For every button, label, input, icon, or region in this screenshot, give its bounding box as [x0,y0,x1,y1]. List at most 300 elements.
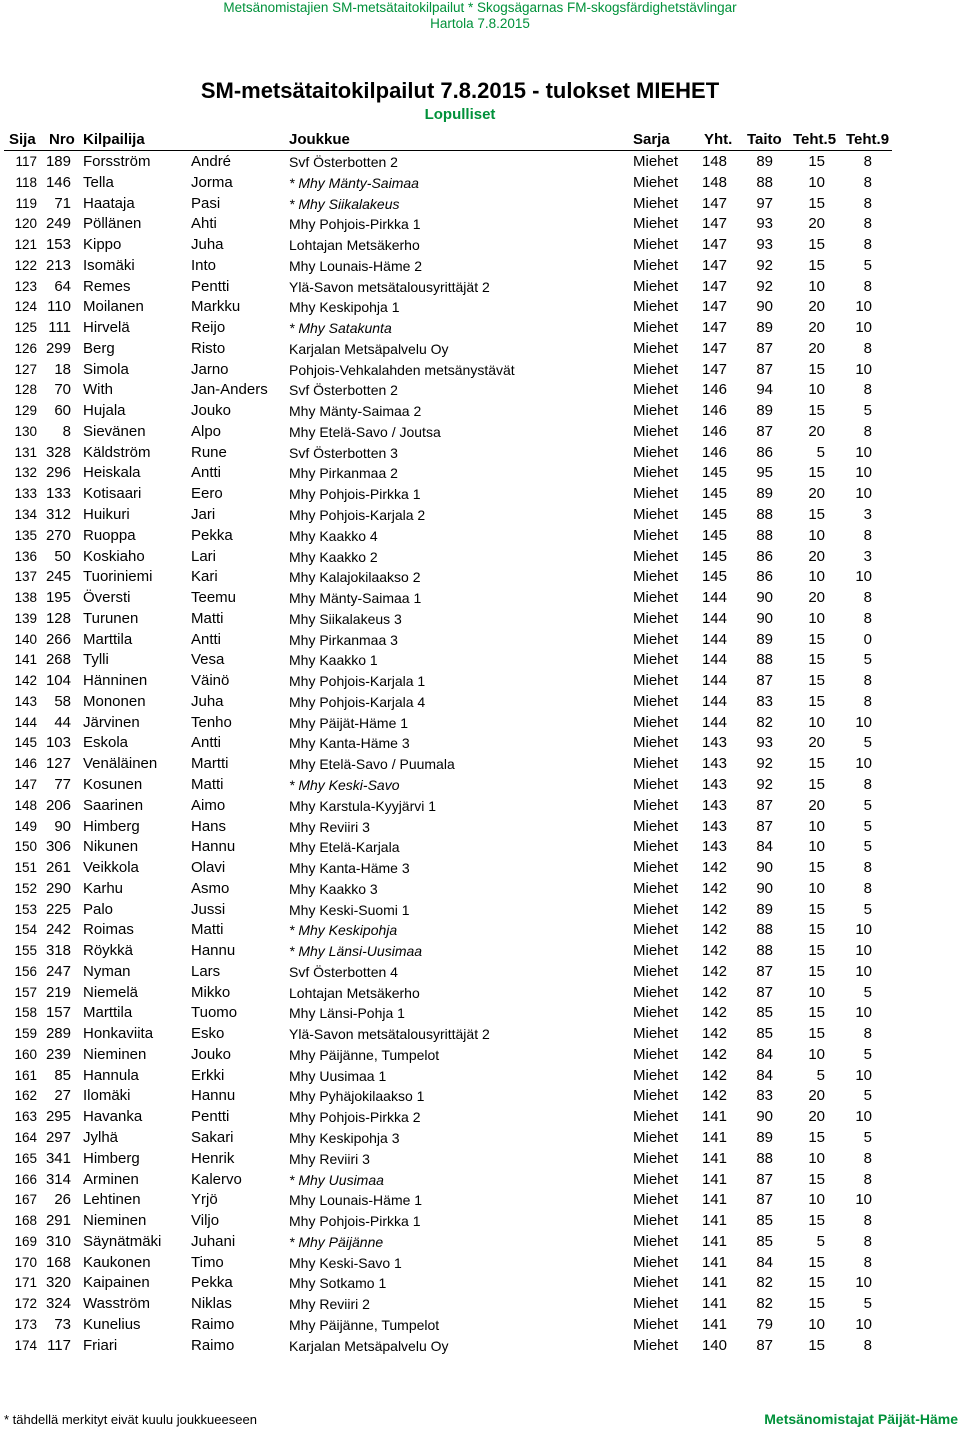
cell-teht9: 10 [855,1191,872,1209]
cell-teht9: 8 [863,609,872,627]
cell-etunimi: Hans [191,817,227,835]
cell-nro: 133 [45,485,71,503]
cell-sukunimi: Saarinen [83,796,144,814]
cell-teht5: 15 [808,1004,825,1022]
cell-nro: 219 [45,983,71,1001]
table-row [0,214,960,235]
cell-etunimi: Raimo [191,1336,235,1354]
cell-nro: 146 [45,173,71,191]
cell-teht9: 10 [855,962,872,980]
cell-yht: 147 [701,236,727,254]
cell-sukunimi: Jylhä [83,1128,119,1146]
cell-nro: 26 [54,1191,71,1209]
cell-sukunimi: Kotisaari [83,485,142,503]
cell-teht5: 10 [808,173,825,191]
cell-sukunimi: Huikuri [83,506,130,524]
cell-sarja: Miehet [633,1004,679,1022]
cell-nro: 73 [54,1315,71,1333]
cell-nro: 128 [45,609,71,627]
cell-teht5: 15 [808,692,825,710]
cell-yht: 143 [701,775,727,793]
cell-taito: 87 [756,983,773,1001]
cell-nro: 206 [45,796,71,814]
cell-etunimi: Jari [191,506,216,524]
cell-nro: 50 [54,547,71,565]
cell-teht5: 5 [816,1066,825,1084]
table-row [0,484,960,505]
cell-sukunimi: Palo [83,900,114,918]
cell-yht: 144 [701,651,727,669]
cell-nro: 297 [45,1128,71,1146]
cell-teht5: 15 [808,630,825,648]
table-row [0,1170,960,1191]
cell-nro: 117 [47,1336,71,1354]
cell-joukkue: Mhy Päijät-Häme 1 [289,714,409,731]
table-row [0,1315,960,1336]
cell-etunimi: Aimo [191,796,226,814]
cell-yht: 144 [701,692,727,710]
cell-joukkue: * Mhy Uusimaa [289,1171,384,1188]
cell-sukunimi: Säynätmäki [83,1232,162,1250]
cell-joukkue: Pohjois-Vehkalahden metsänystävät [289,361,515,378]
organizer-label: Metsänomistajat Päijät-Häme [764,1411,958,1427]
cell-teht5: 15 [808,236,825,254]
cell-yht: 142 [701,1025,727,1043]
cell-taito: 90 [756,298,773,316]
cell-etunimi: Hannu [191,1087,236,1105]
cell-sija: 124 [14,299,37,315]
cell-sukunimi: Marttila [83,630,133,648]
cell-sukunimi: Kaipainen [83,1274,150,1292]
cell-sukunimi: Mononen [83,692,146,710]
cell-sukunimi: Hirvelä [83,319,130,337]
cell-sarja: Miehet [633,215,679,233]
cell-yht: 147 [701,319,727,337]
table-row [0,1003,960,1024]
cell-etunimi: Reijo [191,319,226,337]
cell-nro: 296 [45,464,71,482]
cell-sukunimi: Tella [83,173,114,191]
cell-etunimi: Olavi [191,859,226,877]
table-row [0,1294,960,1315]
cell-teht5: 10 [808,1315,825,1333]
cell-sarja: Miehet [633,859,679,877]
cell-sija: 168 [14,1213,37,1229]
cell-teht5: 15 [808,506,825,524]
cell-yht: 144 [701,713,727,731]
cell-sija: 130 [14,423,37,439]
cell-sija: 125 [14,320,37,336]
cell-nro: 245 [45,568,71,586]
cell-etunimi: Sakari [191,1128,234,1146]
cell-teht5: 10 [808,1149,825,1167]
cell-teht5: 15 [808,1336,825,1354]
cell-teht9: 8 [863,1212,872,1230]
cell-teht5: 15 [808,402,825,420]
cell-nro: 295 [45,1108,71,1126]
cell-sija: 122 [14,257,37,273]
cell-yht: 145 [701,568,727,586]
cell-nro: 64 [54,277,71,295]
cell-sarja: Miehet [633,630,679,648]
cell-taito: 90 [756,859,773,877]
cell-etunimi: Niklas [191,1295,232,1313]
cell-etunimi: Lari [191,547,217,565]
cell-nro: 103 [45,734,71,752]
cell-sarja: Miehet [633,1149,679,1167]
cell-teht9: 8 [863,1232,872,1250]
cell-teht5: 15 [808,672,825,690]
cell-taito: 86 [756,443,773,461]
cell-sarja: Miehet [633,1108,679,1126]
cell-teht9: 8 [863,879,872,897]
table-row [0,609,960,630]
cell-teht5: 5 [816,443,825,461]
cell-taito: 85 [756,1232,773,1250]
cell-taito: 87 [756,796,773,814]
cell-sarja: Miehet [633,609,679,627]
cell-nro: 318 [45,942,71,960]
cell-sarja: Miehet [633,921,679,939]
cell-yht: 145 [701,547,727,565]
cell-sarja: Miehet [633,651,679,669]
cell-taito: 92 [756,775,773,793]
cell-yht: 147 [701,298,727,316]
table-row [0,194,960,215]
cell-teht5: 15 [808,464,825,482]
cell-yht: 143 [701,734,727,752]
cell-sarja: Miehet [633,1066,679,1084]
cell-teht5: 15 [808,942,825,960]
cell-yht: 145 [701,485,727,503]
cell-nro: 213 [45,256,71,274]
cell-taito: 94 [756,381,773,399]
cell-sukunimi: Simola [83,360,129,378]
cell-sija: 149 [14,818,37,834]
cell-teht5: 10 [808,1045,825,1063]
cell-sukunimi: Hannula [83,1066,139,1084]
cell-yht: 146 [701,443,727,461]
cell-etunimi: Eero [191,485,223,503]
cell-taito: 90 [756,609,773,627]
cell-sukunimi: Havanka [83,1108,143,1126]
event-banner-line2: Hartola 7.8.2015 [430,16,530,31]
cell-sukunimi: Käldström [83,443,151,461]
cell-sarja: Miehet [633,1336,679,1354]
cell-taito: 92 [756,256,773,274]
cell-etunimi: Mikko [191,983,231,1001]
cell-sarja: Miehet [633,256,679,274]
cell-sukunimi: Veikkola [83,859,139,877]
cell-teht9: 8 [863,236,872,254]
cell-taito: 84 [756,838,773,856]
cell-sija: 123 [14,278,37,294]
cell-etunimi: Pentti [191,1108,230,1126]
cell-etunimi: Markku [191,298,241,316]
cell-sukunimi: Nikunen [83,838,139,856]
cell-teht9: 10 [855,755,872,773]
cell-teht5: 15 [808,1253,825,1271]
table-row [0,277,960,298]
cell-etunimi: Jan-Anders [191,381,268,399]
table-row [0,983,960,1004]
cell-teht9: 5 [863,1128,872,1146]
cell-sija: 167 [14,1192,37,1208]
cell-joukkue: Ylä-Savon metsätalousyrittäjät 2 [289,278,490,295]
table-row [0,1253,960,1274]
cell-joukkue: Mhy Kanta-Häme 3 [289,735,410,752]
cell-nro: 168 [45,1253,71,1271]
cell-sukunimi: Pöllänen [83,215,142,233]
table-row [0,630,960,651]
cell-nro: 71 [54,194,71,212]
cell-teht5: 15 [808,962,825,980]
cell-taito: 89 [756,319,773,337]
cell-nro: 225 [45,900,71,918]
cell-nro: 249 [45,215,71,233]
cell-etunimi: Risto [191,339,226,357]
cell-joukkue: Mhy Pyhäjokilaakso 1 [289,1088,425,1105]
cell-teht5: 20 [808,1087,825,1105]
cell-joukkue: Svf Österbotten 3 [289,444,398,461]
cell-sarja: Miehet [633,942,679,960]
cell-nro: 266 [45,630,71,648]
cell-sukunimi: Berg [83,339,115,357]
cell-teht5: 10 [808,713,825,731]
cell-sarja: Miehet [633,526,679,544]
cell-taito: 84 [756,1066,773,1084]
cell-sija: 159 [14,1026,37,1042]
cell-joukkue: Mhy Mänty-Saimaa 2 [289,403,422,420]
cell-etunimi: Rune [191,443,227,461]
cell-joukkue: Mhy Kalajokilaakso 2 [289,569,421,586]
page-subtitle: Lopulliset [424,106,496,123]
cell-yht: 145 [701,464,727,482]
cell-teht5: 20 [808,339,825,357]
cell-etunimi: Lars [191,962,221,980]
cell-taito: 89 [756,153,773,170]
cell-taito: 87 [756,339,773,357]
cell-sarja: Miehet [633,1253,679,1271]
cell-taito: 87 [756,672,773,690]
cell-joukkue: Mhy Pohjois-Karjala 4 [289,693,426,710]
cell-sija: 145 [14,735,37,751]
cell-sija: 172 [14,1296,37,1312]
cell-yht: 144 [701,609,727,627]
cell-yht: 145 [701,526,727,544]
cell-etunimi: Juha [191,236,224,254]
cell-etunimi: Erkki [191,1066,225,1084]
cell-teht9: 5 [863,651,872,669]
cell-yht: 144 [701,589,727,607]
cell-sarja: Miehet [633,734,679,752]
cell-taito: 88 [756,506,773,524]
cell-taito: 93 [756,734,773,752]
table-row [0,318,960,339]
cell-teht9: 8 [863,859,872,877]
cell-joukkue: * Mhy Länsi-Uusimaa [289,943,423,960]
cell-teht5: 15 [808,1170,825,1188]
cell-joukkue: Mhy Pohjois-Karjala 1 [289,673,426,690]
cell-sija: 150 [14,839,37,855]
cell-joukkue: Mhy Kaakko 1 [289,652,378,669]
table-row [0,1232,960,1253]
cell-teht5: 20 [808,319,825,337]
cell-teht5: 15 [808,153,825,170]
cell-teht9: 8 [863,153,872,170]
cell-sija: 139 [14,610,37,626]
cell-yht: 147 [701,277,727,295]
table-row [0,817,960,838]
cell-joukkue: * Mhy Päijänne [289,1233,384,1250]
cell-taito: 92 [756,277,773,295]
cell-taito: 89 [756,402,773,420]
cell-sarja: Miehet [633,277,679,295]
cell-yht: 141 [701,1108,727,1126]
cell-sukunimi: Kaukonen [83,1253,151,1271]
cell-etunimi: Juha [191,692,224,710]
cell-teht5: 20 [808,485,825,503]
cell-etunimi: Matti [191,921,224,939]
header-teht5: Teht.5 [793,131,837,148]
cell-etunimi: Matti [191,775,224,793]
cell-sukunimi: Roimas [83,921,134,939]
cell-teht5: 10 [808,277,825,295]
table-row [0,256,960,277]
table-row [0,796,960,817]
cell-joukkue: Mhy Siikalakeus 3 [289,610,402,627]
table-row [0,380,960,401]
cell-taito: 85 [756,1025,773,1043]
cell-yht: 142 [701,1045,727,1063]
header-nro: Nro [49,131,75,148]
cell-sukunimi: Sievänen [83,422,146,440]
cell-nro: 111 [48,319,71,337]
cell-sukunimi: Hujala [83,402,126,420]
cell-teht5: 5 [816,1232,825,1250]
cell-sija: 137 [14,569,37,585]
cell-joukkue: Mhy Pohjois-Pirkka 1 [289,1213,421,1230]
footnote: * tähdellä merkityt eivät kuulu joukkueeseen [4,1412,257,1427]
cell-sukunimi: Koskiaho [83,547,145,565]
cell-nro: 60 [54,402,71,420]
cell-etunimi: Teemu [191,589,237,607]
cell-yht: 148 [701,173,727,191]
table-row [0,401,960,422]
cell-sukunimi: Venäläinen [83,755,158,773]
cell-etunimi: Tenho [191,713,232,731]
cell-nro: 310 [45,1232,71,1250]
cell-etunimi: Jorma [191,173,233,191]
cell-nro: 324 [45,1295,71,1313]
table-row [0,650,960,671]
cell-joukkue: Mhy Keskipohja 3 [289,1129,400,1146]
cell-taito: 88 [756,173,773,191]
cell-nro: 153 [45,236,71,254]
cell-sukunimi: Lehtinen [83,1191,141,1209]
cell-sukunimi: Wasström [83,1295,150,1313]
cell-joukkue: Mhy Pohjois-Pirkka 1 [289,216,421,233]
cell-teht9: 0 [863,630,872,648]
cell-teht5: 20 [808,215,825,233]
cell-nro: 242 [45,921,71,939]
cell-nro: 18 [54,360,71,378]
table-row [0,1336,960,1357]
cell-teht5: 20 [808,796,825,814]
cell-etunimi: Alpo [191,422,222,440]
cell-joukkue: Mhy Länsi-Pohja 1 [289,1005,405,1022]
cell-teht5: 15 [808,194,825,212]
cell-nro: 85 [54,1066,71,1084]
cell-teht5: 10 [808,526,825,544]
cell-etunimi: Väinö [191,672,230,690]
cell-joukkue: Mhy Keski-Savo 1 [289,1254,402,1271]
header-divider [4,150,892,151]
cell-sija: 142 [14,673,37,689]
table-row [0,1086,960,1107]
cell-teht5: 15 [808,360,825,378]
table-row [0,505,960,526]
cell-nro: 320 [45,1274,71,1292]
cell-nro: 90 [54,817,71,835]
cell-yht: 144 [701,672,727,690]
cell-teht9: 10 [855,1004,872,1022]
cell-taito: 85 [756,1004,773,1022]
cell-nro: 289 [45,1025,71,1043]
cell-etunimi: Henrik [191,1149,235,1167]
cell-teht9: 10 [855,485,872,503]
cell-sukunimi: Turunen [83,609,139,627]
cell-taito: 88 [756,1149,773,1167]
cell-teht5: 10 [808,983,825,1001]
cell-sukunimi: Isomäki [83,256,135,274]
cell-teht5: 15 [808,755,825,773]
cell-joukkue: Mhy Kanta-Häme 3 [289,860,410,877]
cell-teht9: 8 [863,672,872,690]
cell-sukunimi: Karhu [83,879,124,897]
cell-teht5: 20 [808,298,825,316]
cell-etunimi: Jouko [191,1045,232,1063]
cell-sija: 144 [14,714,37,730]
cell-sukunimi: Kunelius [83,1315,141,1333]
cell-teht9: 5 [863,1295,872,1313]
cell-joukkue: Mhy Päijänne, Tumpelot [289,1046,440,1063]
cell-sarja: Miehet [633,443,679,461]
cell-sarja: Miehet [633,319,679,337]
cell-teht9: 10 [855,1274,872,1292]
cell-sarja: Miehet [633,879,679,897]
cell-sija: 146 [14,756,37,772]
cell-teht5: 20 [808,422,825,440]
cell-teht9: 10 [855,319,872,337]
cell-joukkue: Mhy Keskipohja 1 [289,299,400,316]
cell-etunimi: Pekka [191,526,233,544]
cell-sija: 135 [14,527,37,543]
cell-etunimi: Pentti [191,277,230,295]
cell-sukunimi: Kosunen [83,775,143,793]
cell-teht9: 8 [863,526,872,544]
cell-joukkue: Karjalan Metsäpalvelu Oy [289,1337,449,1354]
cell-sija: 154 [14,922,37,938]
cell-joukkue: Mhy Karstula-Kyyjärvi 1 [289,797,437,814]
cell-nro: 270 [45,526,71,544]
cell-taito: 84 [756,1253,773,1271]
cell-taito: 89 [756,630,773,648]
cell-sija: 153 [14,901,37,917]
table-row [0,900,960,921]
cell-nro: 268 [45,651,71,669]
cell-sarja: Miehet [633,422,679,440]
